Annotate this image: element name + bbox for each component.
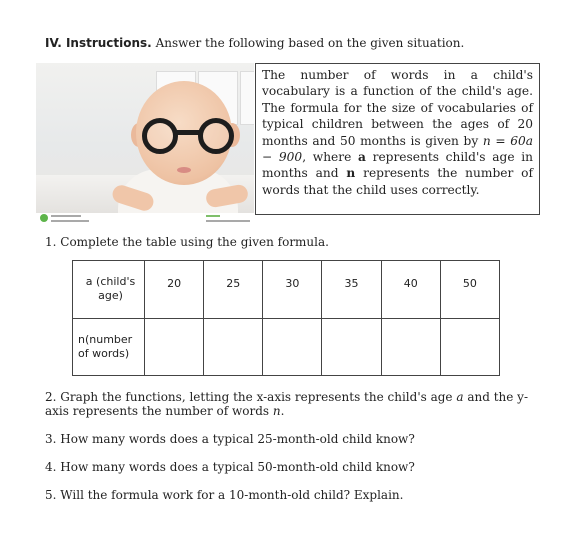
image-credit-strip	[36, 214, 254, 226]
table-cell-answer[interactable]	[145, 318, 204, 376]
glasses-lens	[142, 118, 178, 154]
instructions-text: Answer the following based on the given situation.	[151, 36, 465, 50]
situation-var-n: n	[346, 166, 356, 181]
credit-line	[51, 220, 89, 222]
situation-n-desc: represents the number of words that the child uses correctly.	[262, 166, 533, 197]
stock-logo-icon	[40, 214, 48, 222]
situation-var-a: a	[358, 150, 366, 165]
table-row	[73, 261, 500, 319]
question-5: 5. Will the formula work for a 10-month-old child? Explain.	[45, 488, 404, 502]
table-row	[73, 318, 500, 376]
situation-a-desc: represents child's age in months and	[262, 150, 533, 181]
question-2-var-a: a	[456, 390, 464, 404]
table-cell-answer[interactable]	[322, 318, 381, 376]
question-2-part3: .	[280, 404, 285, 418]
question-2	[45, 390, 545, 418]
question-2-part1: 2. Graph the functions, letting the x-axis represents the child's age	[45, 390, 457, 404]
credit-line	[206, 215, 220, 217]
table-cell-answer[interactable]	[381, 318, 440, 376]
table-cell-answer[interactable]	[263, 318, 322, 376]
table-cell-age: 20	[145, 261, 204, 319]
situation-intro: The number of words in a child's vocabulary is a function of the child's age. The formula for the size of vocabularies of typical children between the ages of 20 months and 50 months is given by	[262, 68, 533, 148]
table-cell-age: 40	[381, 261, 440, 319]
question-2-var-n: n	[272, 404, 281, 418]
table-cell-age: 30	[263, 261, 322, 319]
baby-photo	[36, 63, 254, 213]
age-words-table	[72, 260, 500, 376]
baby-mouth	[177, 167, 191, 173]
glasses-lens	[198, 118, 234, 154]
question-2-part2: and the y-axis represents the number of words	[45, 390, 529, 418]
instructions-heading	[45, 36, 464, 50]
table-cell-age: 50	[440, 261, 499, 319]
situation-box	[255, 63, 540, 215]
question-3: 3. How many words does a typical 25-month-old child know?	[45, 432, 415, 446]
question-4: 4. How many words does a typical 50-month-old child know?	[45, 460, 415, 474]
instructions-label: IV. Instructions.	[45, 36, 152, 50]
credit-line	[51, 215, 81, 217]
question-1: 1. Complete the table using the given formula.	[45, 235, 329, 249]
situation-formula: n = 60a − 900	[262, 133, 533, 165]
table-cell-age: 35	[322, 261, 381, 319]
table-cell-answer[interactable]	[440, 318, 499, 376]
table-cell-age: 25	[204, 261, 263, 319]
window-panel	[240, 71, 254, 125]
glasses-icon	[142, 118, 234, 154]
situation-where: , where	[302, 150, 359, 165]
glasses-bridge	[177, 130, 199, 135]
table-header-words: n(number of words)	[73, 318, 145, 376]
credit-line	[206, 220, 250, 222]
table-cell-answer[interactable]	[204, 318, 263, 376]
table-header-age: a (child's age)	[73, 261, 145, 319]
